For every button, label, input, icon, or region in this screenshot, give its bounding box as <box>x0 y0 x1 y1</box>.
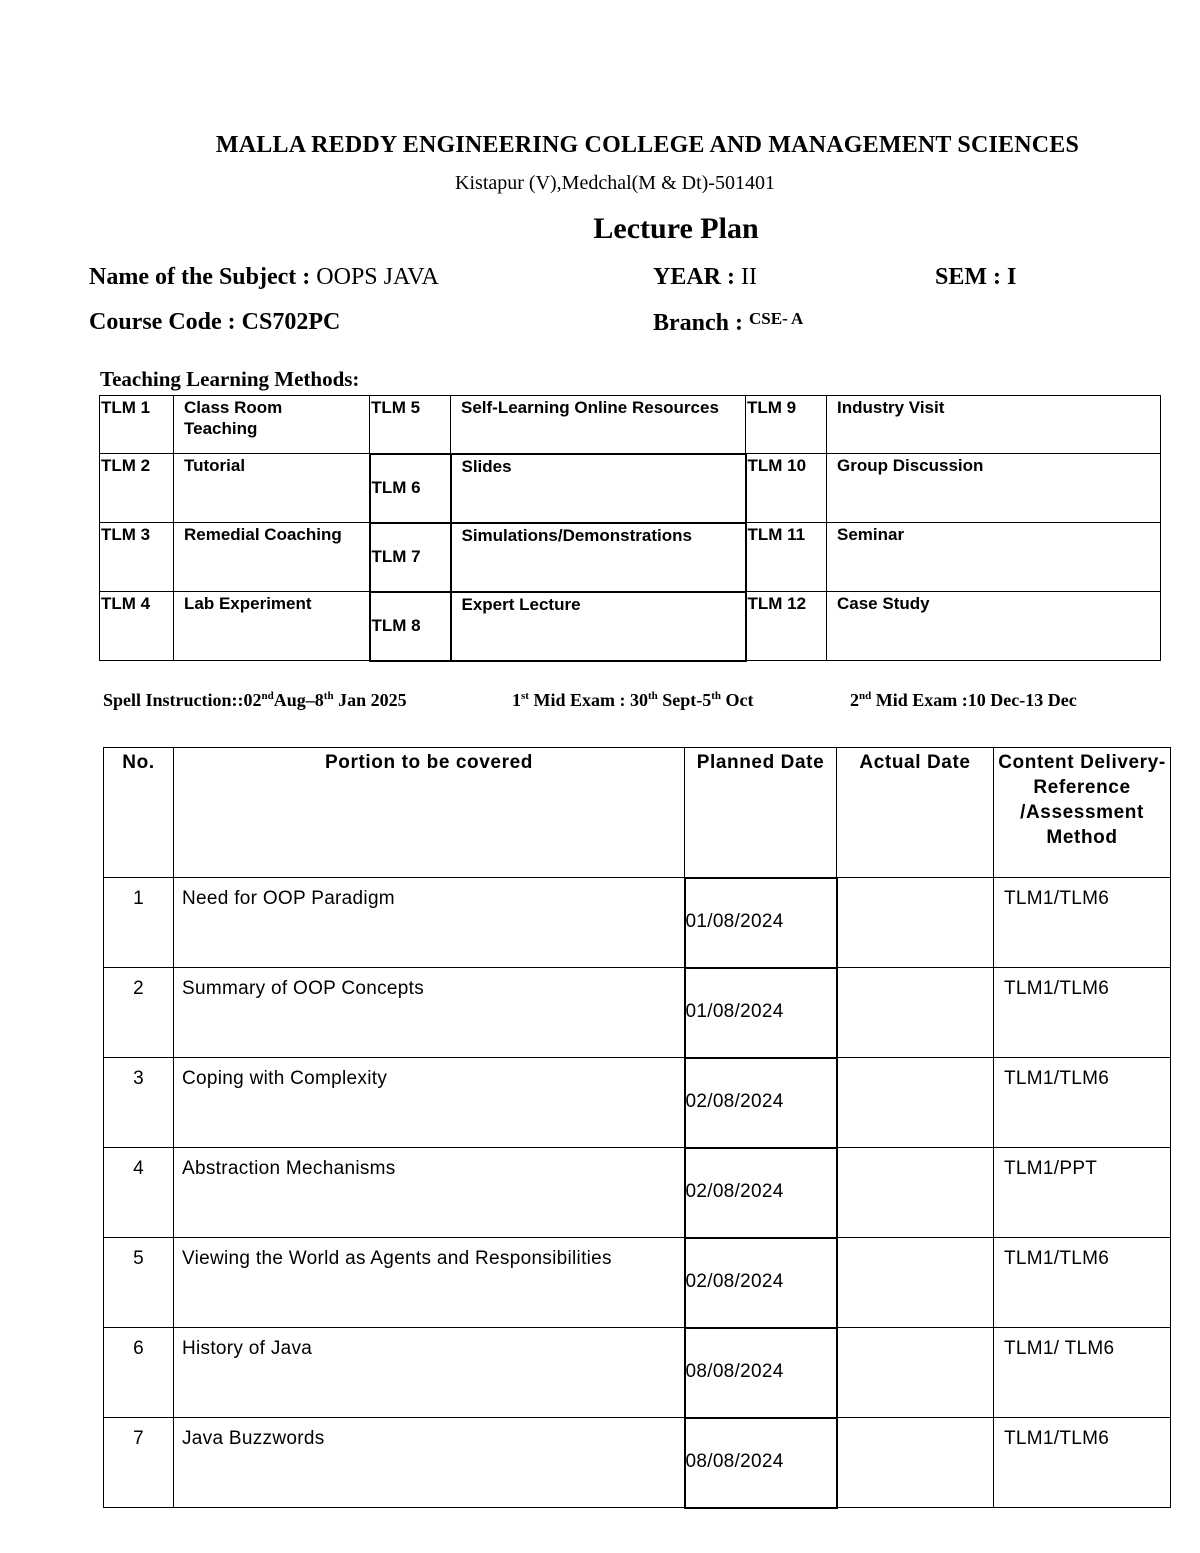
table-row <box>104 1148 1171 1238</box>
row-planned-date: 02/08/2024 <box>685 1148 837 1238</box>
tlm-code: TLM 3 <box>100 523 174 592</box>
tlm-name: Seminar <box>827 523 1161 592</box>
mid1-suffix: st <box>521 690 529 702</box>
spell-text: Jan 2025 <box>333 690 407 710</box>
tlm-code: TLM 1 <box>100 396 174 454</box>
row-planned-date: 08/08/2024 <box>685 1418 837 1508</box>
sem-field <box>935 264 1016 291</box>
row-planned-date: 08/08/2024 <box>685 1328 837 1418</box>
tlm-code: TLM 2 <box>100 454 174 523</box>
subject-value: OOPS JAVA <box>316 264 439 290</box>
tlm-name: Case Study <box>827 592 1161 661</box>
year-value: II <box>741 264 757 290</box>
course-code-field <box>89 309 340 336</box>
year-label: YEAR : <box>653 264 735 290</box>
row-method: TLM1/TLM6 <box>994 1418 1171 1508</box>
header-method: Content Delivery-Reference /Assessment Method <box>994 748 1171 878</box>
tlm-code: TLM 8 <box>370 592 451 661</box>
tlm-code: TLM 10 <box>746 454 827 523</box>
tlm-code: TLM 12 <box>746 592 827 661</box>
table-row <box>104 968 1171 1058</box>
spell-text: Spell Instruction::02 <box>103 690 262 710</box>
row-actual-date <box>837 1058 994 1148</box>
mid2-suffix: nd <box>859 690 872 702</box>
mid-exam-1 <box>512 690 754 711</box>
table-row <box>104 1058 1171 1148</box>
tlm-name: Group Discussion <box>827 454 1161 523</box>
mid1-text: 1 <box>512 690 521 710</box>
row-actual-date <box>837 1418 994 1508</box>
table-row <box>104 1238 1171 1328</box>
tlm-code: TLM 5 <box>370 396 451 454</box>
row-method: TLM1/TLM6 <box>994 1238 1171 1328</box>
table-header-row <box>104 748 1171 878</box>
row-number: 6 <box>104 1328 174 1418</box>
tlm-row <box>100 523 1161 592</box>
branch-value: CSE- A <box>749 309 804 328</box>
table-row <box>104 878 1171 968</box>
header-planned-date: Planned Date <box>685 748 837 878</box>
tlm-row <box>100 592 1161 661</box>
tlm-name: Self-Learning Online Resources <box>451 396 746 454</box>
tlm-name: Slides <box>451 454 746 523</box>
tlm-code: TLM 4 <box>100 592 174 661</box>
tlm-name: Tutorial <box>174 454 370 523</box>
row-portion: History of Java <box>174 1328 685 1418</box>
table-row <box>104 1328 1171 1418</box>
course-code-value: CS702PC <box>241 309 341 335</box>
tlm-code: TLM 7 <box>370 523 451 592</box>
sem-label: SEM : <box>935 264 1001 290</box>
row-number: 4 <box>104 1148 174 1238</box>
spell-text: Aug–8 <box>273 690 324 710</box>
tlm-row <box>100 396 1161 454</box>
row-actual-date <box>837 1238 994 1328</box>
tlm-name: Expert Lecture <box>451 592 746 661</box>
row-number: 3 <box>104 1058 174 1148</box>
mid1-text: Mid Exam : 30 <box>528 690 648 710</box>
page-title: Lecture Plan <box>593 212 759 245</box>
sem-value: I <box>1007 264 1017 290</box>
mid1-text: Sept-5 <box>657 690 712 710</box>
tlm-row <box>100 454 1161 523</box>
mid1-suffix: th <box>647 690 658 702</box>
row-planned-date: 02/08/2024 <box>685 1238 837 1328</box>
tlm-name: Simulations/Demonstrations <box>451 523 746 592</box>
row-portion: Summary of OOP Concepts <box>174 968 685 1058</box>
spell-instruction <box>103 690 407 711</box>
row-number: 7 <box>104 1418 174 1508</box>
college-name: MALLA REDDY ENGINEERING COLLEGE AND MANAGEMENT SCIENCES <box>215 132 1080 158</box>
subject-label: Name of the Subject : <box>89 264 311 290</box>
row-method: TLM1/PPT <box>994 1148 1171 1238</box>
mid-exam-2 <box>850 690 1077 711</box>
subject-field <box>89 264 439 291</box>
tlm-name: Remedial Coaching <box>174 523 370 592</box>
row-planned-date: 02/08/2024 <box>685 1058 837 1148</box>
tlm-code: TLM 9 <box>746 396 827 454</box>
header-portion: Portion to be covered <box>174 748 685 878</box>
row-number: 5 <box>104 1238 174 1328</box>
row-method: TLM1/TLM6 <box>994 878 1171 968</box>
college-address: Kistapur (V),Medchal(M & Dt)-501401 <box>455 172 775 194</box>
mid2-text: 2 <box>850 690 859 710</box>
branch-label: Branch : <box>653 310 743 336</box>
course-code-label: Course Code : <box>89 309 236 335</box>
row-portion: Need for OOP Paradigm <box>174 878 685 968</box>
header-actual-date: Actual Date <box>837 748 994 878</box>
tlm-heading: Teaching Learning Methods: <box>100 367 360 391</box>
row-method: TLM1/TLM6 <box>994 968 1171 1058</box>
tlm-code: TLM 6 <box>370 454 451 523</box>
row-number: 2 <box>104 968 174 1058</box>
year-field <box>653 264 757 291</box>
tlm-code: TLM 11 <box>746 523 827 592</box>
spell-suffix: th <box>323 690 334 702</box>
row-portion: Java Buzzwords <box>174 1418 685 1508</box>
row-portion: Viewing the World as Agents and Responsibilities <box>174 1238 685 1328</box>
mid1-suffix: th <box>711 690 722 702</box>
row-number: 1 <box>104 878 174 968</box>
row-planned-date: 01/08/2024 <box>685 968 837 1058</box>
spell-suffix: nd <box>261 690 274 702</box>
row-planned-date: 01/08/2024 <box>685 878 837 968</box>
tlm-table <box>99 395 1161 662</box>
row-portion: Coping with Complexity <box>174 1058 685 1148</box>
row-portion: Abstraction Mechanisms <box>174 1148 685 1238</box>
row-actual-date <box>837 878 994 968</box>
tlm-name: Industry Visit <box>827 396 1161 454</box>
row-method: TLM1/ TLM6 <box>994 1328 1171 1418</box>
lecture-plan-table <box>103 747 1171 1509</box>
branch-field <box>653 309 803 337</box>
mid2-text: Mid Exam :10 Dec-13 Dec <box>871 690 1077 710</box>
row-actual-date <box>837 1328 994 1418</box>
row-actual-date <box>837 968 994 1058</box>
mid1-text: Oct <box>721 690 754 710</box>
tlm-name: Lab Experiment <box>174 592 370 661</box>
header-no: No. <box>104 748 174 878</box>
row-actual-date <box>837 1148 994 1238</box>
row-method: TLM1/TLM6 <box>994 1058 1171 1148</box>
table-row <box>104 1418 1171 1508</box>
tlm-name: Class Room Teaching <box>174 396 370 454</box>
